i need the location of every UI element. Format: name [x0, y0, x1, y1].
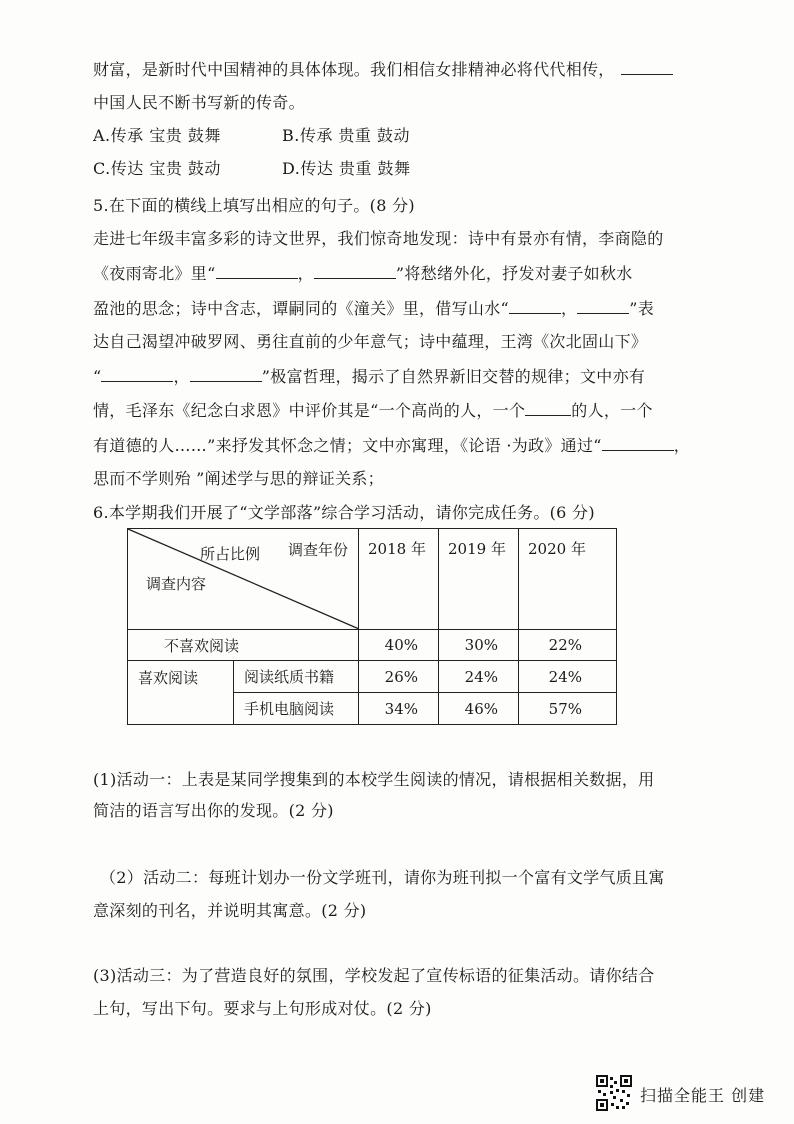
cell-value: 24% — [519, 661, 617, 693]
year-2018: 2018 年 — [359, 529, 439, 630]
activity-3-line-1: (3)活动三：为了营造良好的氛围，学校发起了宣传标语的征集活动。请你结合 — [93, 966, 655, 985]
table-header-row — [128, 529, 617, 630]
q5-line-7: 有道德的人……”来抒发其怀念之情；文中亦寓理，《论语 ·为政》通过“ ， — [93, 436, 691, 455]
group-label-like: 喜欢阅读 — [128, 661, 234, 725]
cell-value: 40% — [359, 630, 439, 661]
table-row — [128, 661, 617, 693]
cell-value: 24% — [439, 661, 519, 693]
cell-value: 30% — [439, 630, 519, 661]
cell-value: 46% — [439, 693, 519, 725]
intro-line-2: 中国人民不断书写新的传奇。 — [93, 93, 305, 112]
cell-value: 26% — [359, 661, 439, 693]
q5-line-2: 《夜雨寄北》里“ ， ”将愁绪外化，抒发对妻子如秋水 — [93, 264, 633, 283]
scanner-brand-text: 扫描全能王 创建 — [640, 1086, 766, 1105]
q6-title: 6.本学期我们开展了“文学部落”综合学习活动，请你完成任务。(6 分) — [93, 503, 595, 522]
header-year: 调查年份 — [288, 541, 349, 559]
activity-2-line-1: （2）活动二：每班计划办一份文学班刊，请你为班刊拟一个富有文学气质且寓 — [100, 868, 665, 887]
diagonal-header-cell — [128, 529, 359, 630]
q5-line-8: 思而不学则殆 ”阐述学与思的辩证关系； — [93, 469, 384, 488]
q5-title: 5.在下面的横线上填写出相应的句子。(8 分) — [93, 196, 415, 215]
year-2020: 2020 年 — [519, 529, 617, 630]
q5-line-3: 盈池的思念；诗中含志，谭嗣同的《潼关》里，借写山水“ ， ”表 — [93, 299, 655, 318]
row-label-screen: 手机电脑阅读 — [234, 693, 359, 725]
header-ratio: 所占比例 — [200, 545, 261, 563]
q5-line-1: 走进七年级丰富多彩的诗文世界，我们惊奇地发现：诗中有景亦有情，李商隐的 — [93, 229, 664, 248]
activity-2-line-2: 意深刻的刊名，并说明其寓意。(2 分) — [93, 901, 367, 920]
table-row — [128, 630, 617, 661]
activity-1-line-2: 简洁的语言写出你的发现。(2 分) — [93, 801, 334, 820]
qr-code-icon — [596, 1075, 632, 1111]
cell-value: 57% — [519, 693, 617, 725]
cell-value: 34% — [359, 693, 439, 725]
reading-survey-table — [127, 528, 617, 725]
cell-value: 22% — [519, 630, 617, 661]
q5-line-4: 达自己渴望冲破罗网、勇往直前的少年意气；诗中蕴理，王湾《次北固山下》 — [93, 332, 648, 351]
option-d: D.传达 贵重 鼓舞 — [282, 159, 411, 178]
q5-line-6: 情，毛泽东《纪念白求恩》中评价其是“一个高尚的人，一个 的人，一个 — [93, 401, 653, 420]
q5-line-5: “ ， ”极富哲理，揭示了自然界新旧交替的规律；文中亦有 — [93, 367, 646, 386]
intro-line-1: 财富，是新时代中国精神的具体体现。我们相信女排精神必将代代相传， — [93, 60, 733, 80]
year-2019: 2019 年 — [439, 529, 519, 630]
option-b: B.传承 贵重 鼓动 — [282, 126, 411, 145]
row-label-dislike: 不喜欢阅读 — [128, 630, 359, 661]
activity-3-line-2: 上句，写出下句。要求与上句形成对仗。(2 分) — [93, 999, 432, 1018]
option-c: C.传达 宝贵 鼓动 — [93, 159, 221, 178]
option-a: A.传承 宝贵 鼓舞 — [93, 126, 221, 145]
header-content: 调查内容 — [146, 575, 207, 593]
row-label-paper: 阅读纸质书籍 — [234, 661, 359, 693]
activity-1-line-1: (1)活动一：上表是某同学搜集到的本校学生阅读的情况，请根据相关数据，用 — [93, 770, 655, 789]
